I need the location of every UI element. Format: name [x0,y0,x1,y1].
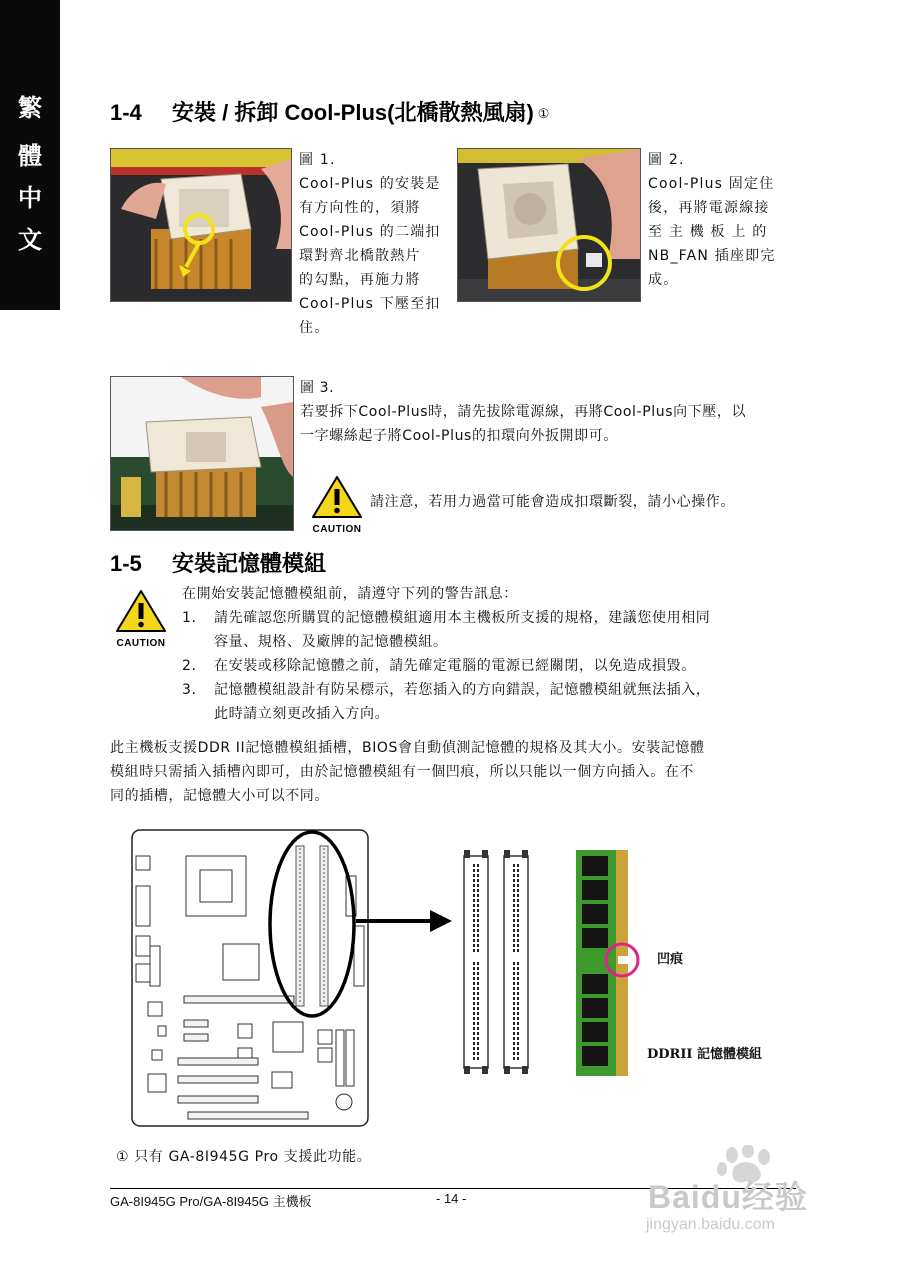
language-side-tab [0,0,60,310]
caution-text: 請注意，若用力過當可能會造成扣環斷裂，請小心操作。 [370,494,735,510]
caption-line: 住。 [299,320,330,336]
warning-line: 請先確認您所購買的記憶體模組適用本主機板所支援的規格，建議您使用相同 [214,610,711,626]
footnote-mark: ① [537,106,550,122]
warning-intro: 在開始安裝記憶體模組前，請遵守下列的警告訊息： [182,586,518,602]
warning-number: 1. [182,610,197,626]
footnote: ① 只有 GA-8I945G Pro 支援此功能。 [116,1149,372,1165]
caption-line: Cool-Plus 固定住 [648,176,775,192]
side-tab-char: 文 [18,225,42,254]
section-title: 安裝 / 拆卸 Cool-Plus(北橋散熱風扇) [172,100,534,125]
caption-line: Cool-Plus 的二端扣 [299,224,441,240]
warning-number: 2. [182,658,197,674]
caption-line: 環對齊北橋散熱片 [299,248,421,264]
warning-line: 容量、規格、及廠牌的記憶體模組。 [214,634,448,650]
footer-manual-title: GA-8I945G Pro/GA-8I945G 主機板 [110,1194,312,1209]
section-number: 1-5 [110,551,142,576]
section-number: 1-4 [110,100,142,125]
caution-icon [311,474,363,520]
warning-line: 記憶體模組設計有防呆標示，若您插入的方向錯誤，記憶體模組就無法插入， [214,682,711,698]
figure-label: 圖 2. [648,152,685,168]
dimm-slots-diagram [460,850,536,1074]
watermark-url: jingyan.baidu.com [646,1216,775,1233]
caution-notice [308,474,366,535]
watermark-brand: Baidu经验 [648,1179,808,1215]
paragraph-line: 模組時只需插入插槽內即可，由於記憶體模組有一個凹痕，所以只能以一個方向插入。在不 [110,764,694,780]
figure-1-photo [110,148,292,302]
section-1-5-heading [110,547,326,578]
figure-label: 圖 1. [299,152,336,168]
arrow-right-icon [356,906,452,936]
warning-line: 在安裝或移除記憶體之前，請先確定電腦的電源已經關閉，以免造成損毀。 [214,658,696,674]
figure-3-caption [300,376,800,448]
warning-list [182,606,802,726]
caption-line: Cool-Plus 下壓至扣 [299,296,441,312]
side-tab-char: 繁 [18,93,42,122]
side-tab-char: 體 [18,141,42,170]
caption-line: NB_FAN 插座即完 [648,248,776,264]
caption-line: 至 主 機 板 上 的 [648,224,768,240]
paragraph-line: 此主機板支援DDR II記憶體模組插槽，BIOS會自動偵測記憶體的規格及其大小。安裝記憶體 [110,740,705,756]
caption-line: Cool-Plus 的安裝是 [299,176,441,192]
paragraph-line: 同的插槽，記憶體大小可以不同。 [110,788,329,804]
section-title: 安裝記憶體模組 [172,551,327,576]
caution-notice [112,588,170,649]
figure-2-photo [457,148,641,302]
caution-label: CAUTION [312,524,362,535]
figure-3-photo [110,376,294,531]
figure-2-caption [648,148,796,292]
warning-number: 3. [182,682,197,698]
caption-line: 後，再將電源線接 [648,200,770,216]
caption-line: 一字螺絲起子將Cool-Plus的扣環向外扳開即可。 [300,428,618,444]
caption-line: 的勾點，再施力將 [299,272,421,288]
body-paragraph [110,736,800,808]
figure-label: 圖 3. [300,380,335,396]
motherboard-diagram [128,826,372,1130]
caution-label: CAUTION [116,638,166,649]
caption-line: 有方向性的，須將 [299,200,421,216]
warning-line: 此時請立刻更改插入方向。 [214,706,390,722]
figure-1-caption [299,148,449,340]
side-tab-char: 中 [18,183,42,212]
caution-icon [115,588,167,634]
caption-line: 成。 [648,272,679,288]
section-1-4-heading [110,96,549,127]
ddr2-module-image [572,850,658,1078]
page-number: - 14 - [436,1191,467,1206]
notch-label: 凹痕 [657,952,684,967]
module-label: DDRII 記憶體模組 [647,1047,763,1062]
caption-line: 若要拆下Cool-Plus時，請先拔除電源線，再將Cool-Plus向下壓，以 [300,404,747,420]
